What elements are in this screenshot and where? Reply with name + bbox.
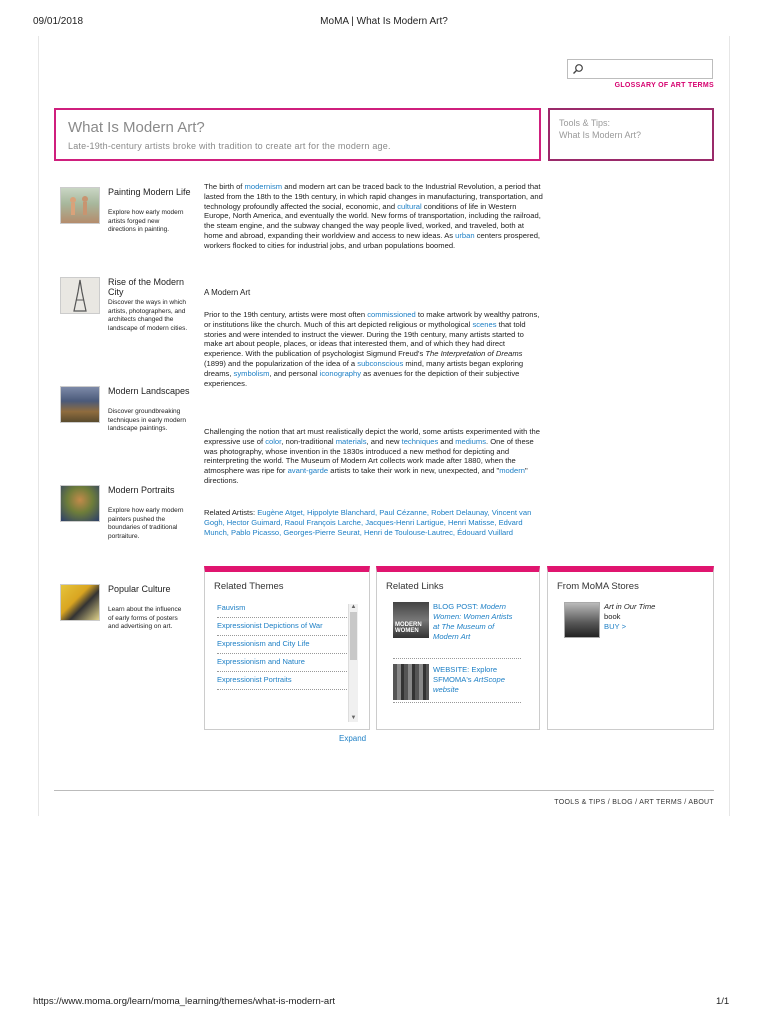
tools-item[interactable]: What Is Modern Art? [559, 130, 642, 140]
frame-left-border [38, 36, 39, 816]
related-artists-links[interactable]: Eugène Atget, Hippolyte Blanchard, Paul Cézanne, Robert Delaunay, Vincent van Gogh, Hector Guimard, Raoul François Larche, Jacques-Henri Lartigue, Henri Matisse, Edvard Munch, Pablo Picasso, Georges-Pierre Seurat, Henri de Toulouse-Lautrec, Édouard Vuillard [204, 508, 532, 537]
glossary-link-materials[interactable]: materials [335, 436, 367, 446]
sidebar-item-desc: Learn about the influence of early forms of posters and advertising on art. [108, 606, 182, 631]
thumbnail-image[interactable] [60, 584, 100, 621]
sidebar-item-painting-modern-life[interactable] [60, 187, 195, 259]
moma-stores-panel [547, 566, 714, 730]
thumbnail-image[interactable] [60, 187, 100, 224]
footer-link-about[interactable]: ABOUT [688, 799, 714, 806]
divider [54, 790, 714, 791]
thumbnail-image[interactable] [60, 386, 100, 423]
glossary-link-cultural[interactable]: cultural [397, 201, 422, 211]
sidebar-item-popular-culture[interactable] [60, 584, 195, 654]
scrollbar-thumb[interactable] [350, 612, 357, 660]
scroll-up-icon[interactable]: ▲ [350, 604, 357, 610]
sidebar-item-desc: Explore how early modern artists forged new directions in painting. [108, 209, 184, 234]
divider [393, 702, 521, 703]
glossary-link-avant-garde[interactable]: avant-garde [287, 466, 329, 476]
article-paragraph-3: Challenging the notion that art must realistically depict the world, some artists experimented with the expressive use of color, non-traditional materials, and new techniques and mediums. One of these was photography, whose invention in the 1830s introduced a new method for depicting and reinterpreting the world. The Museum of Modern Art collects work made after 1880, when the atmosphere was ripe for avant-garde artists to take their work in new, unexpected, and "modern" directions. [204, 427, 540, 485]
related-artists-label: Related Artists: [204, 508, 258, 517]
list-item[interactable]: Expressionism and City Life [217, 636, 349, 654]
panel-title: From MoMA Stores [557, 581, 639, 592]
list-item[interactable]: Expressionism and Nature [217, 654, 349, 672]
frame-right-border [729, 36, 730, 816]
store-item-title[interactable]: Art in Our Time [604, 602, 656, 611]
glossary-link-techniques[interactable]: techniques [401, 436, 439, 446]
panel-title: Related Themes [214, 581, 284, 592]
related-link-blog[interactable]: BLOG POST: Modern Women: Women Artists at The Museum of Modern Art [433, 602, 513, 641]
glossary-link-commissioned[interactable]: commissioned [367, 310, 416, 319]
search-icon [572, 63, 584, 75]
scroll-down-icon[interactable]: ▼ [350, 715, 357, 721]
page-title: What Is Modern Art? [68, 119, 205, 136]
print-title: MoMA | What Is Modern Art? [320, 16, 448, 27]
expand-button[interactable]: Expand [339, 734, 367, 743]
related-links-panel [376, 566, 540, 730]
divider [393, 658, 521, 659]
article-paragraph-1: The birth of modernism and modern art can be traced back to the Industrial Revolution, a period that lasted from the 18th to the 19th century, in which rapid changes in manufacturing, transportation, and technology profoundly affected the social, economic, and cultural conditions of life in Western Europe, North America, and eventually the world. New forms of transportation, including the railroad, the steam engine, and the subway changed the way people lived, worked, and traveled, both at home and abroad, expanding their worldview and access to new ideas. As urban centers prospered, workers flocked to cities for industrial jobs, and urban populations boomed. [204, 182, 543, 250]
footer-link-tools-tips[interactable]: TOOLS & TIPS [554, 799, 606, 806]
themes-list[interactable] [217, 600, 349, 722]
buy-button[interactable]: BUY > [604, 622, 627, 631]
list-item[interactable]: Expressionist Depictions of War [217, 618, 349, 636]
print-url: https://www.moma.org/learn/moma_learning/themes/what-is-modern-art [33, 996, 336, 1007]
footer-nav: TOOLS & TIPS / BLOG / ART TERMS / ABOUT [554, 799, 714, 806]
glossary-link-subconscious[interactable]: subconscious [357, 358, 404, 368]
book-cover-image[interactable] [564, 602, 600, 638]
thumbnail-image[interactable] [393, 664, 429, 700]
glossary-link-urban[interactable]: urban [455, 230, 475, 240]
sidebar-item-modern-portraits[interactable] [60, 485, 195, 565]
sidebar-item-desc: Discover groundbreaking techniques in early modern landscape paintings. [108, 408, 187, 433]
section-heading: A Modern Art [204, 288, 251, 297]
thumbnail-image[interactable] [60, 485, 100, 522]
footer-link-art-terms[interactable]: ART TERMS [639, 799, 683, 806]
list-item[interactable]: Fauvism [217, 600, 349, 618]
article-paragraph-2: Prior to the 19th century, artists were most often commissioned to make artwork by wealthy patrons, or institutions like the church. Much of this art depicted religious or mythological scenes that told stories and were intended to instruct the viewer. During the 19th century, many artists started to make art about people, places, or ideas that interested them, and of which they had direct experience. With the publication of psychologist Sigmund Freud's The Interpretation of Dreams (1899) and the popularization of the idea of a subconscious mind, many artists began exploring dreams, symbolism, and personal iconography as avenues for the depiction of their subjective experiences. [204, 310, 540, 388]
sidebar-item-rise-of-modern-city[interactable] [60, 277, 195, 367]
panel-title: Related Links [386, 581, 444, 592]
sidebar-item-title[interactable]: Popular Culture [108, 584, 171, 594]
sidebar-item-title[interactable]: Rise of the Modern City [108, 277, 185, 297]
print-page-number: 1/1 [716, 996, 730, 1007]
glossary-link-iconography[interactable]: iconography [319, 368, 362, 378]
tools-tips-box [548, 108, 714, 161]
page-title-box [54, 108, 541, 161]
glossary-link-scenes[interactable]: scenes [472, 319, 497, 329]
related-themes-panel [204, 566, 370, 730]
tools-label: Tools & Tips: [559, 118, 611, 128]
glossary-link[interactable]: GLOSSARY OF ART TERMS [614, 82, 714, 89]
search-input[interactable] [567, 59, 713, 79]
glossary-link-symbolism[interactable]: symbolism [233, 368, 270, 378]
glossary-link-modernism[interactable]: modernism [244, 182, 283, 191]
sidebar-item-desc: Discover the ways in which artists, photographers, and architects changed the landscape of modern cities. [108, 299, 188, 332]
print-date: 09/01/2018 [33, 16, 84, 27]
related-artists [204, 508, 544, 537]
glossary-link-mediums[interactable]: mediums [455, 436, 487, 446]
related-link-website[interactable]: WEBSITE: Explore SFMOMA's ArtScope website [433, 665, 505, 694]
glossary-link-modern[interactable]: modern [499, 466, 525, 476]
sidebar-item-modern-landscapes[interactable] [60, 386, 195, 466]
glossary-link-color[interactable]: color [265, 436, 282, 446]
sidebar-item-desc: Explore how early modern painters pushed the boundaries of traditional portraiture. [108, 507, 184, 540]
sidebar-item-title[interactable]: Painting Modern Life [108, 187, 191, 197]
sidebar-item-title[interactable]: Modern Portraits [108, 485, 175, 495]
scrollbar[interactable] [348, 604, 358, 722]
list-item[interactable]: Expressionist Portraits [217, 672, 349, 690]
thumbnail-image[interactable] [60, 277, 100, 314]
page-subtitle: Late-19th-century artists broke with tradition to create art for the modern age. [68, 141, 391, 151]
sidebar-item-title[interactable]: Modern Landscapes [108, 386, 190, 396]
thumbnail-image[interactable]: MODERN WOMEN [393, 602, 429, 638]
store-item-type: book [604, 612, 621, 621]
footer-link-blog[interactable]: BLOG [612, 799, 633, 806]
